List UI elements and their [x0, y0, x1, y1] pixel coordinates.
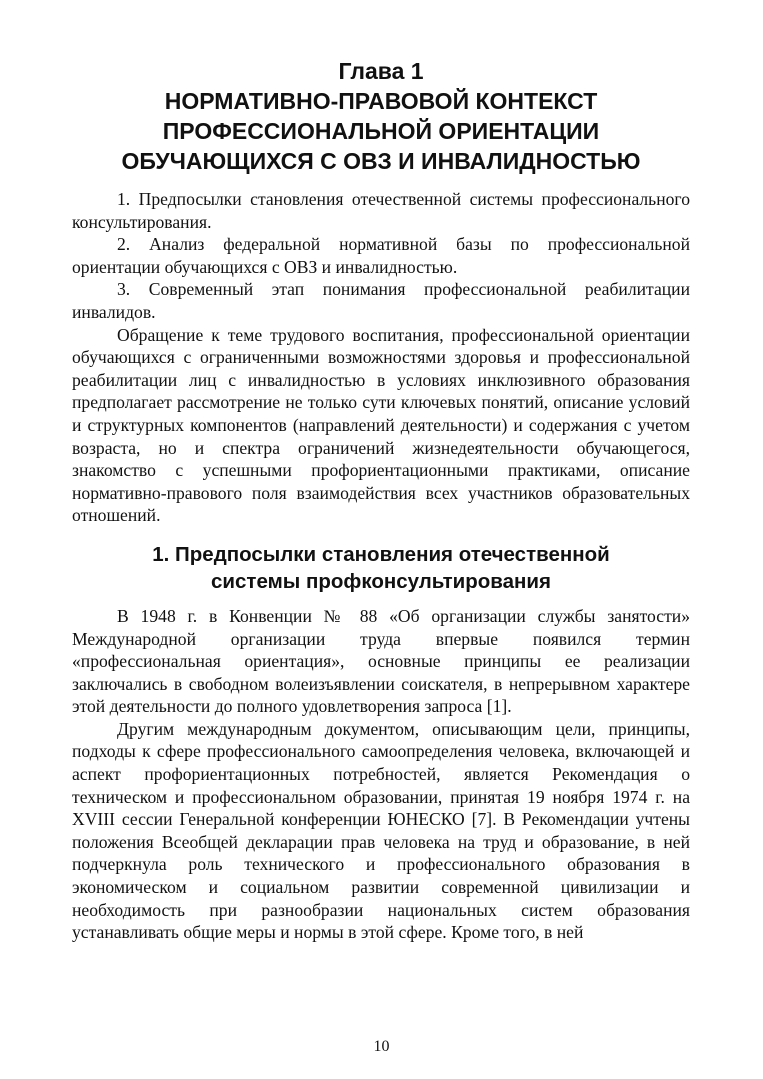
chapter-title-line-3: ОБУЧАЮЩИХСЯ С ОВЗ И ИНВАЛИДНОСТЬЮ — [121, 148, 641, 174]
book-page — [72, 56, 690, 944]
page-number: 10 — [373, 1038, 390, 1055]
outline-item-3: 3. Современный этап понимания профессиональной реабилитации инвалидов. — [72, 279, 690, 322]
section-heading — [72, 541, 690, 595]
section-title-line-2: системы профконсультирования — [211, 569, 551, 593]
chapter-intro — [72, 188, 690, 527]
outline-item-2: 2. Анализ федеральной нормативной базы по профессиональной ориентации обучающихся с ОВЗ и инвалидностью. — [72, 234, 690, 277]
chapter-heading — [72, 56, 690, 176]
section-body — [72, 605, 690, 944]
section-paragraph-2: Другим международным документом, описывающим цели, принципы, подходы к сфере профессионального самоопределения человека, включающей и аспект профориентационных потребностей, является Рекомендация о техническом и профессиональном образовании, принятая 19 ноября 1974 г. на XVIII сессии Генеральной конференции ЮНЕСКО [7]. В Рекомендации учтены положения Всеобщей декларации прав человека на труд и образование, в ней подчеркнула роль технического и профессионального образования в экономическом и социальном развитии современной цивилизации и необходимость при разнообразии национальных систем образования устанавливать общие меры и нормы в этой сфере. Кроме того, в ней — [72, 718, 690, 943]
chapter-title-line-1: НОРМАТИВНО-ПРАВОВОЙ КОНТЕКСТ — [164, 88, 598, 114]
section-paragraph-1: В 1948 г. в Конвенции № 88 «Об организации службы занятости» Международной организации труда впервые появился термин «профессиональная ориентация», основные принципы ее реализации заключались в свободном волеизъявлении соискателя, в непрерывном характере этой деятельности до полного удовлетворения запроса [1]. — [72, 605, 690, 717]
intro-paragraph: Обращение к теме трудового воспитания, профессиональной ориентации обучающихся с ограниченными возможностями здоровья и профессиональной реабилитации лиц с инвалидностью в условиях инклюзивного образования предполагает рассмотрение не только сути ключевых понятий, описание условий и структурных компонентов (направлений деятельности) и содержания с учетом возраста, но и спектра ограничений жизнедеятельности обучающегося, знакомство с успешными профориентационными практиками, описание нормативно-правового поля взаимодействия всех участников образовательных отношений. — [72, 324, 690, 526]
section-title-line-1: 1. Предпосылки становления отечественной — [152, 542, 610, 566]
chapter-label: Глава 1 — [338, 58, 424, 84]
chapter-title-line-2: ПРОФЕССИОНАЛЬНОЙ ОРИЕНТАЦИИ — [162, 118, 600, 144]
outline-item-1: 1. Предпосылки становления отечественной системы профессионального консультирования. — [72, 189, 690, 232]
